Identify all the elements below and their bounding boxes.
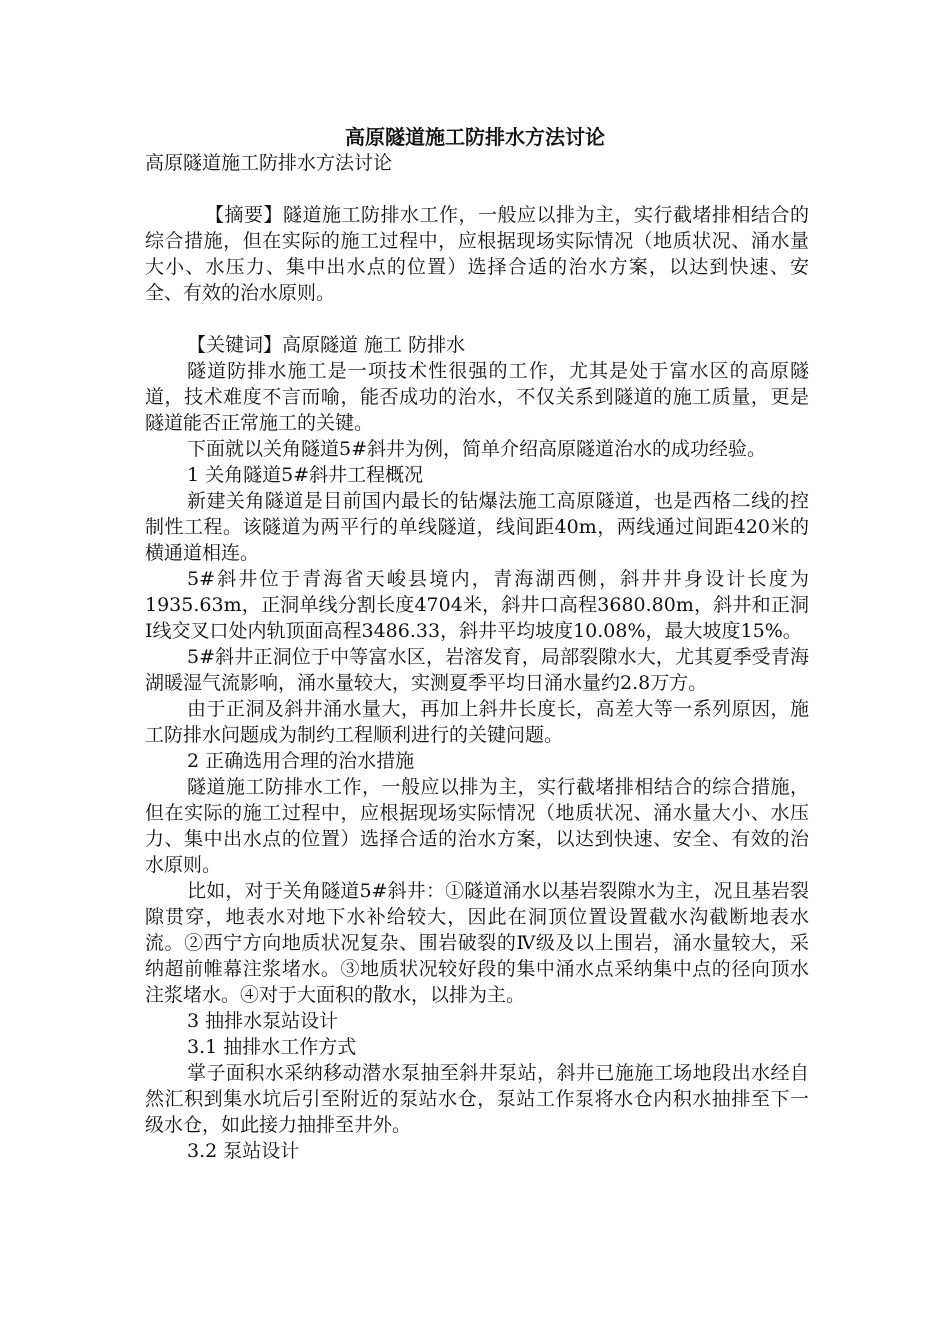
body-paragraph: 隧道施工防排水工作，一般应以排为主，实行截堵排相结合的综合措施，但在实际的施工过程中，应根据现场实际情况（地质状况、涌水量大小、水压力、集中出水点的位置）选择合适的治水方案，以达到快速、安全、有效的治水原则。: [145, 776, 809, 876]
section-heading: 3 抽排水泵站设计: [187, 1010, 339, 1032]
blank-line: [145, 176, 809, 202]
document-body: [145, 150, 809, 1164]
body-paragraph: 由于正洞及斜井涌水量大，再加上斜井长度长，高差大等一系列原因，施工防排水问题成为制约工程顺利进行的关键问题。: [145, 698, 809, 746]
keywords-line: 【关键词】高原隧道 施工 防排水: [187, 334, 466, 356]
body-paragraph: 下面就以关角隧道5#斜井为例，简单介绍高原隧道治水的成功经验。: [187, 438, 767, 460]
blank-line: [145, 306, 809, 332]
document-title: 高原隧道施工防排水方法讨论: [345, 125, 605, 149]
subsection-heading: 3.1 抽排水工作方式: [187, 1036, 357, 1058]
body-paragraph: 新建关角隧道是目前国内最长的钻爆法施工高原隧道，也是西格二线的控制性工程。该隧道为两平行的单线隧道，线间距40m，两线通过间距420米的横通道相连。: [145, 490, 809, 564]
section-heading: 1 关角隧道5#斜井工程概况: [187, 464, 424, 486]
body-paragraph: 隧道防排水施工是一项技术性很强的工作，尤其是处于富水区的高原隧道，技术难度不言而喻，能否成功的治水，不仅关系到隧道的施工质量，更是隧道能否正常施工的关键。: [145, 360, 809, 434]
body-paragraph: 5#斜井正洞位于中等富水区，岩溶发育，局部裂隙水大，尤其夏季受青海湖暖湿气流影响，涌水量较大，实测夏季平均日涌水量约2.8万方。: [145, 646, 809, 694]
document-subtitle: 高原隧道施工防排水方法讨论: [145, 152, 393, 174]
section-heading: 2 正确选用合理的治水措施: [187, 750, 415, 772]
body-paragraph: 5#斜井位于青海省天峻县境内，青海湖西侧，斜井井身设计长度为1935.63m，正洞单线分割长度4704米，斜井口高程3680.80m，斜井和正洞Ⅰ线交叉口处内轨顶面高程3486.33，斜井平均坡度10.08%，最大坡度15%。: [145, 568, 809, 642]
body-paragraph: 比如，对于关角隧道5#斜井：①隧道涌水以基岩裂隙水为主，况且基岩裂隙贯穿，地表水对地下水补给较大，因此在洞顶位置设置截水沟截断地表水流。②西宁方向地质状况复杂、围岩破裂的Ⅳ级及以上围岩，涌水量较大，采纳超前帷幕注浆堵水。③地质状况较好段的集中涌水点采纳集中点的径向顶水注浆堵水。④对于大面积的散水，以排为主。: [145, 880, 809, 1006]
abstract-paragraph: 【摘要】隧道施工防排水工作，一般应以排为主，实行截堵排相结合的综合措施，但在实际的施工过程中，应根据现场实际情况（地质状况、涌水量大小、水压力、集中出水点的位置）选择合适的治水方案，以达到快速、安全、有效的治水原则。: [145, 204, 809, 304]
subsection-heading: 3.2 泵站设计: [187, 1140, 300, 1162]
body-paragraph: 掌子面积水采纳移动潜水泵抽至斜井泵站，斜井已施施工场地段出水经自然汇积到集水坑后引至附近的泵站水仓，泵站工作泵将水仓内积水抽排至下一级水仓，如此接力抽排至井外。: [145, 1062, 809, 1136]
